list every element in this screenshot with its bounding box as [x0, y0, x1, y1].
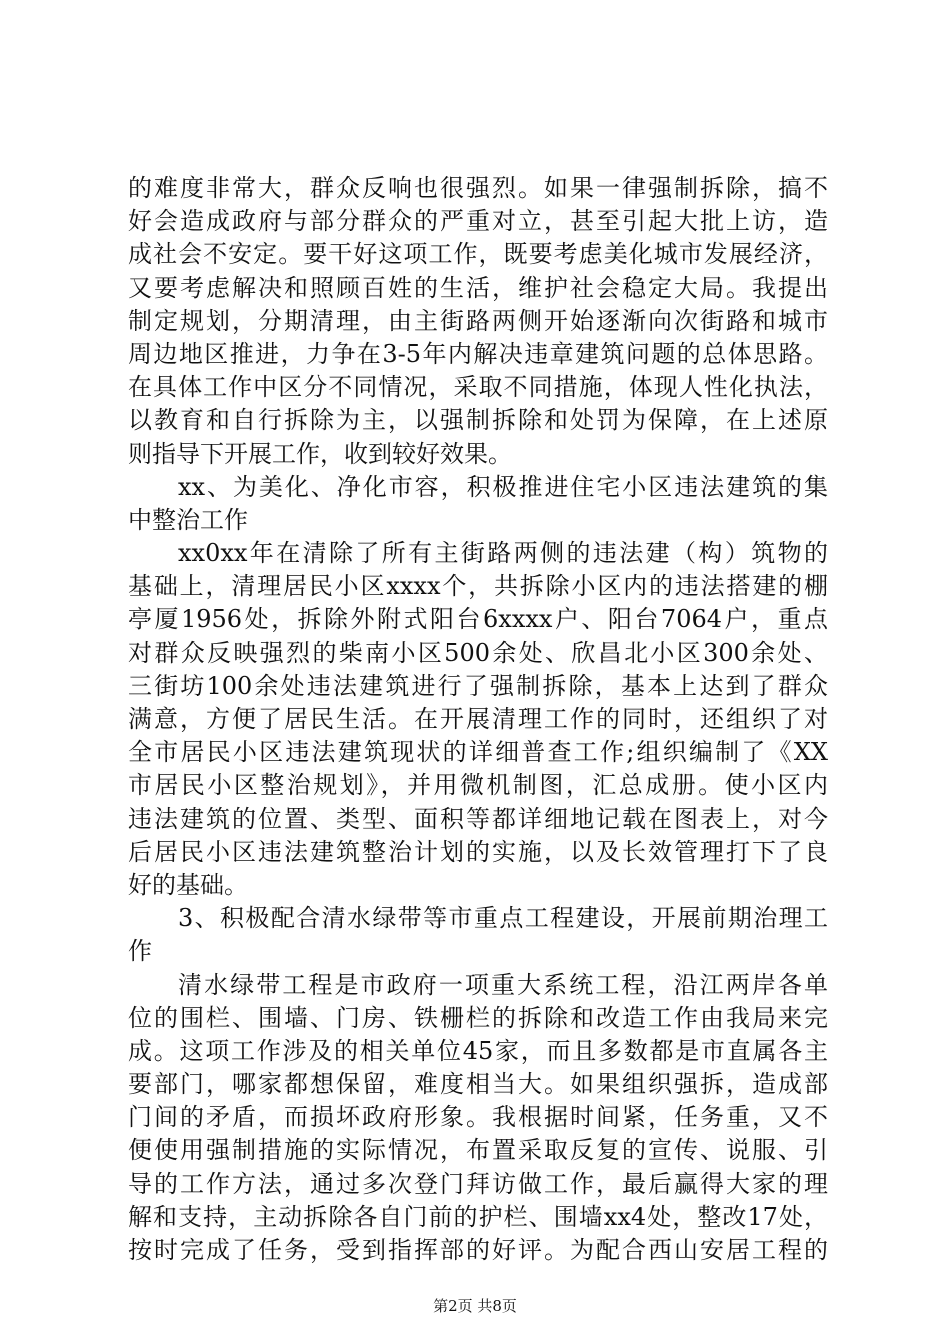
text-line: 好的基础。 [128, 870, 248, 899]
text-line: 便使用强制措施的实际情况，布置采取反复的宣传、说服、引 [128, 1136, 828, 1165]
text-line: 要部门，哪家都想保留，难度相当大。如果组织强拆，造成部 [128, 1070, 828, 1099]
text-line: xx0xx年在清除了所有主街路两侧的违法建（构）筑物的 [178, 539, 828, 568]
page-number-label: 第2页 共8页 [433, 1297, 517, 1315]
text-line: 违法建筑的位置、类型、面积等都详细地记载在图表上，对今 [128, 804, 828, 833]
text-line: xx、为美化、净化市容，积极推进住宅小区违法建筑的集 [178, 472, 828, 501]
text-line: 解和支持，主动拆除各自门前的护栏、围墙xx4处，整改17处， [128, 1202, 828, 1231]
text-line: 市居民小区整治规划》，并用微机制图，汇总成册。使小区内 [128, 771, 828, 800]
text-line: 在具体工作中区分不同情况，采取不同措施，体现人性化执法， [128, 373, 828, 402]
text-line: 按时完成了任务，受到指挥部的好评。为配合西山安居工程的 [128, 1236, 828, 1264]
text-line: 清水绿带工程是市政府一项重大系统工程，沿江两岸各单 [178, 970, 828, 999]
text-line: 对群众反映强烈的柴南小区500余处、欣昌北小区300余处、 [128, 638, 828, 667]
text-line: 导的工作方法，通过多次登门拜访做工作，最后赢得大家的理 [128, 1169, 828, 1198]
text-line: 基础上，清理居民小区xxxx个，共拆除小区内的违法搭建的棚 [128, 572, 828, 601]
text-line: 又要考虑解决和照顾百姓的生活，维护社会稳定大局。我提出 [128, 273, 828, 302]
text-line: 3、积极配合清水绿带等市重点工程建设，开展前期治理工 [178, 904, 828, 933]
text-line: 成。这项工作涉及的相关单位45家，而且多数都是市直属各主 [128, 1036, 828, 1065]
text-line: 以教育和自行拆除为主，以强制拆除和处罚为保障，在上述原 [128, 406, 828, 435]
text-line: 中整治工作 [128, 505, 248, 534]
text-line: 位的围栏、围墙、门房、铁栅栏的拆除和改造工作由我局来完 [128, 1003, 828, 1032]
text-line: 满意，方便了居民生活。在开展清理工作的同时，还组织了对 [128, 705, 828, 733]
page-footer [0, 1296, 950, 1316]
text-line: 门间的矛盾，而损坏政府形象。我根据时间紧，任务重，又不 [128, 1103, 828, 1132]
text-line: 则指导下开展工作，收到较好效果。 [128, 439, 512, 468]
text-line: 三街坊100余处违法建筑进行了强制拆除，基本上达到了群众 [128, 671, 828, 700]
document-body [128, 172, 828, 1267]
text-line: 亭厦1956处，拆除外附式阳台6xxxx户、阳台7064户，重点 [128, 605, 828, 634]
text-line: 成社会不安定。要干好这项工作，既要考虑美化城市发展经济， [128, 240, 828, 269]
text-line: 作 [128, 937, 152, 966]
text-line: 制定规划，分期清理，由主街路两侧开始逐渐向次街路和城市 [128, 306, 828, 335]
text-line: 后居民小区违法建筑整治计划的实施，以及长效管理打下了良 [128, 837, 828, 866]
text-line: 全市居民小区违法建筑现状的详细普查工作;组织编制了《XX [128, 738, 828, 767]
text-line: 的难度非常大，群众反响也很强烈。如果一律强制拆除，搞不 [128, 174, 828, 202]
text-line: 好会造成政府与部分群众的严重对立，甚至引起大批上访，造 [128, 207, 828, 236]
text-line: 周边地区推进，力争在3-5年内解决违章建筑问题的总体思路。 [128, 339, 828, 368]
